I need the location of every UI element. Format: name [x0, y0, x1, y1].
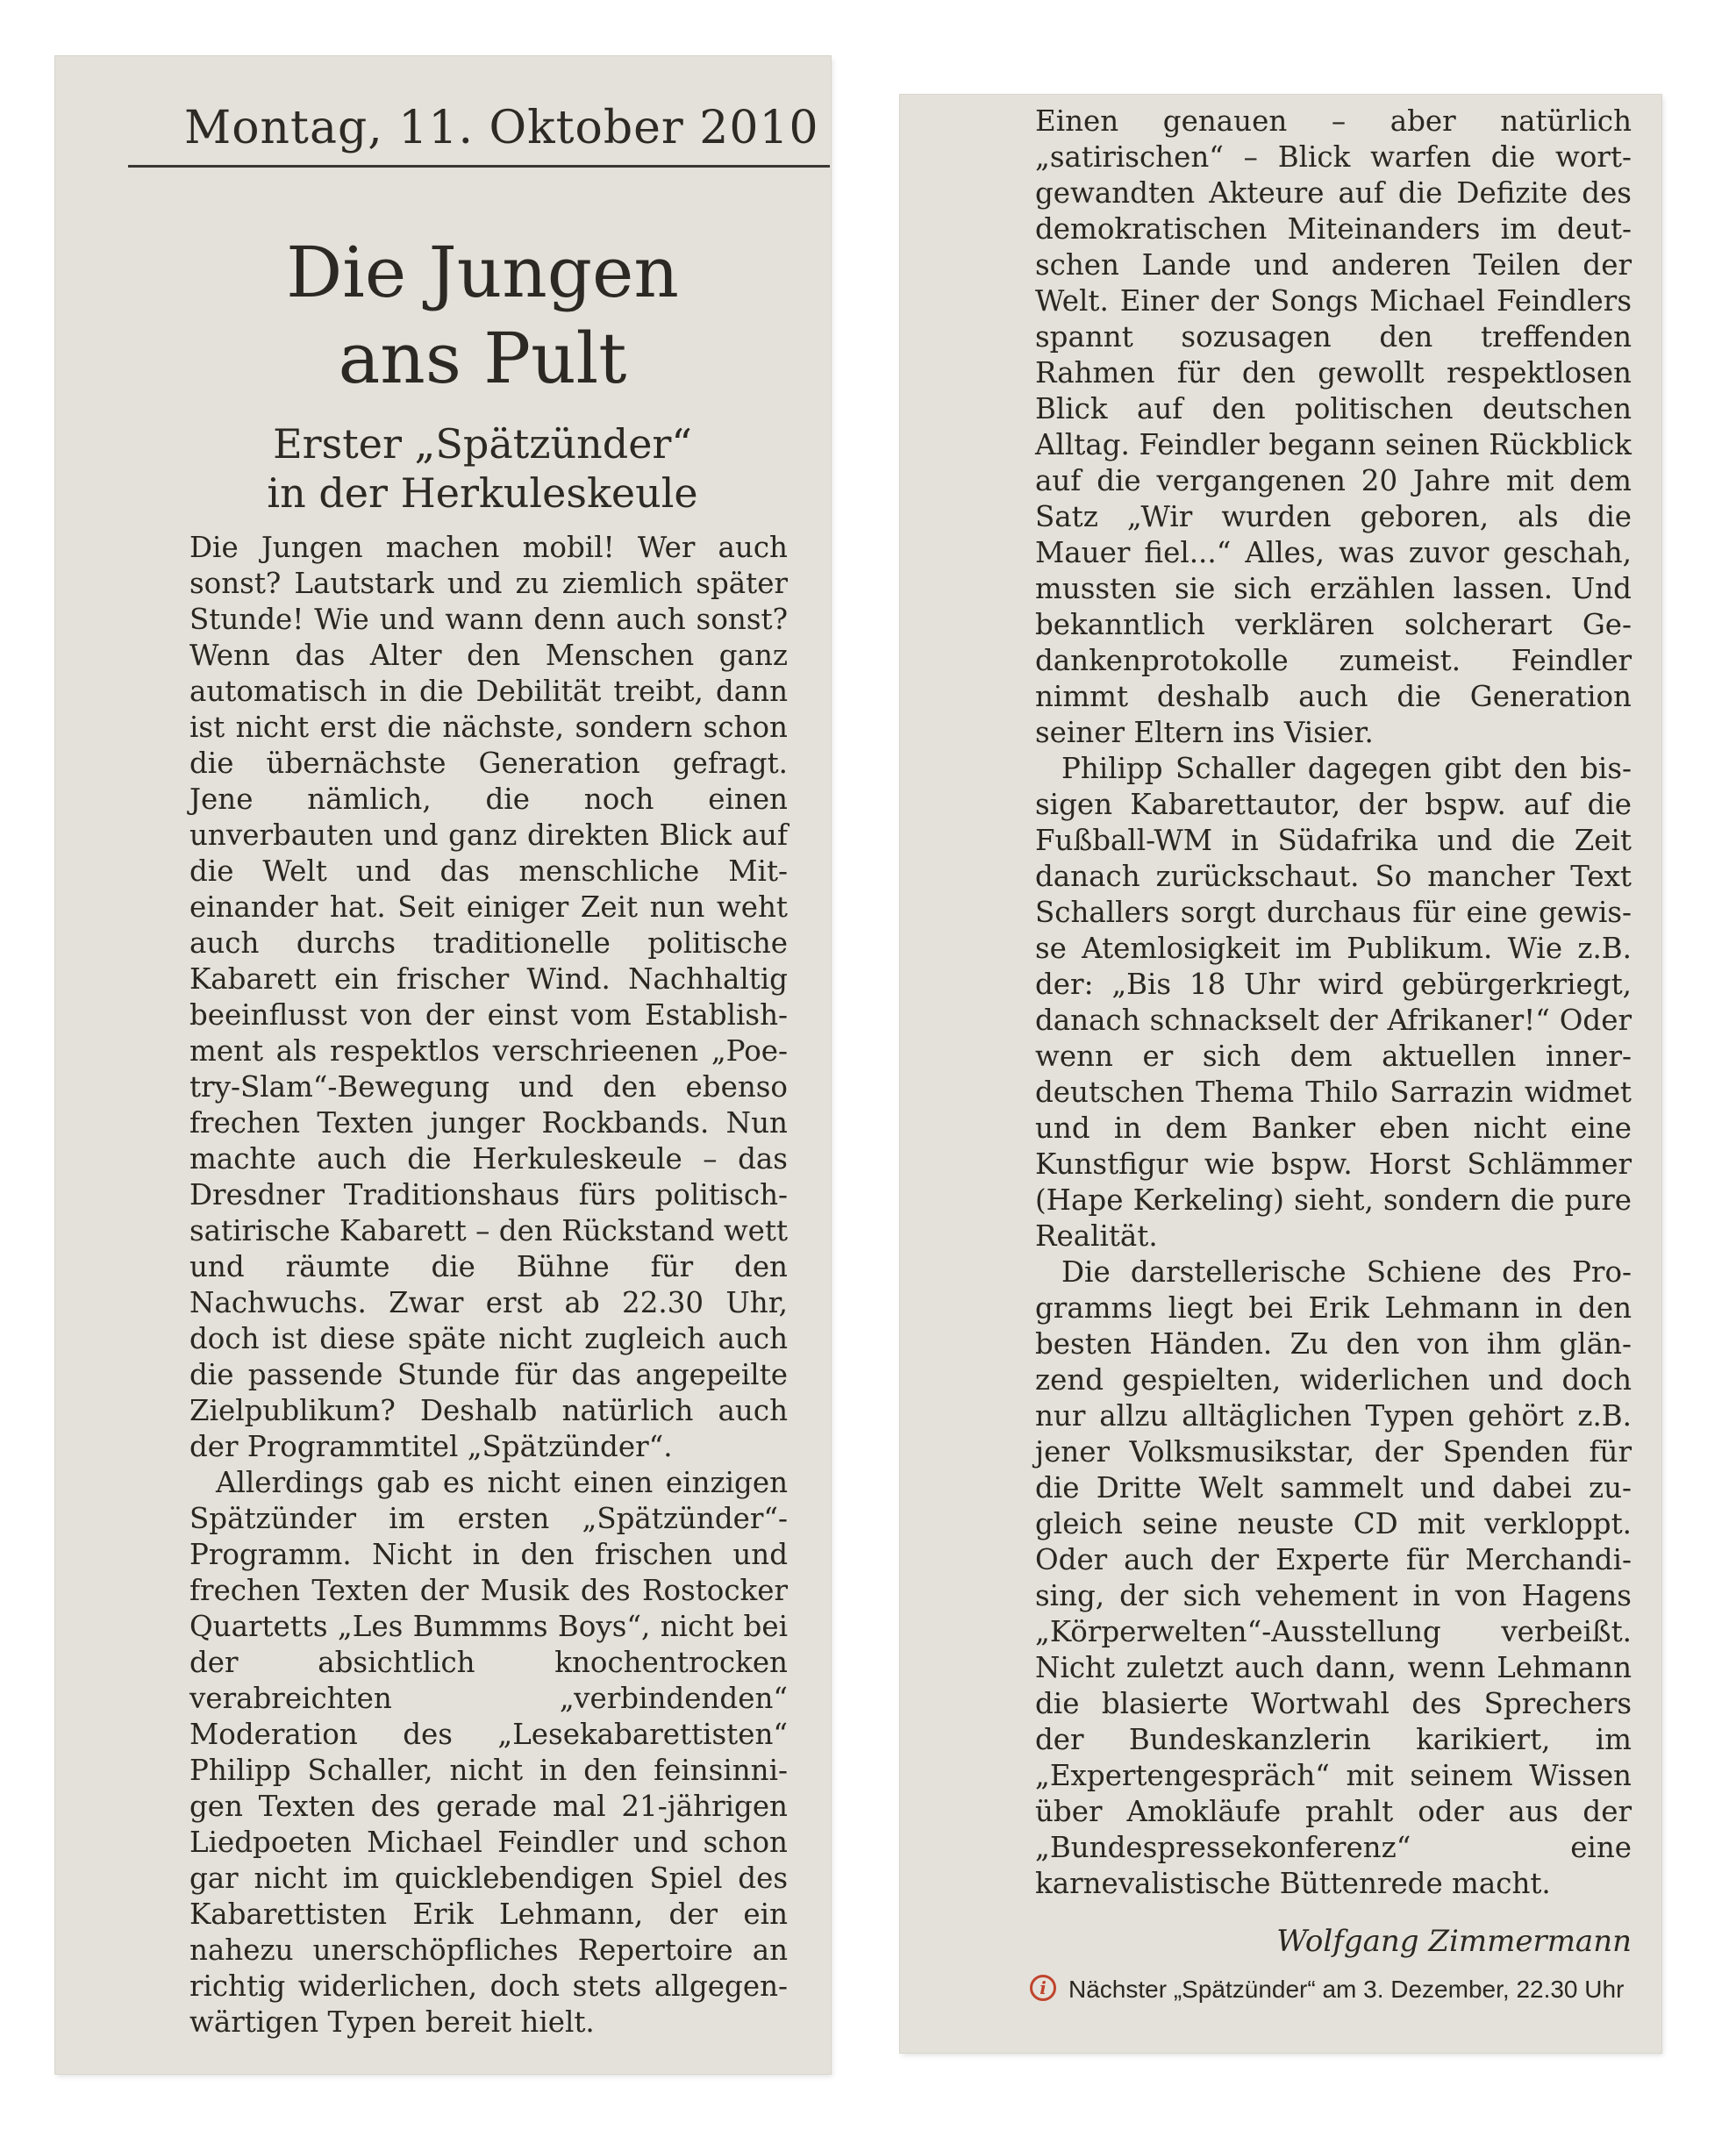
event-notice-text: Nächster „Spätzünder“ am 3. Dezember, 22.30 Uhr — [1068, 1976, 1625, 2003]
subheadline — [140, 419, 825, 518]
author-byline: Wolfgang Zimmermann — [1276, 1924, 1632, 1959]
paragraph: Die Jungen machen mobil! Wer auch sonst? Lautstark und zu ziemlich später Stunde! Wie und wann denn auch sonst? Wenn das Alter den Menschen ganz automatisch in die Debilität treibt, dann ist nicht erst die nächste, sondern schon die übernächste Generation gefragt. Jene nämlich, die noch einen unverbauten und ganz direkten Blick auf die Welt und das menschliche Miteinander hat. Seit einiger Zeit nun weht auch durchs traditionelle politische Kabarett ein frischer Wind. Nachhaltig beeinflusst von der einst vom Establishment als respektlos verschrieenen „Poetry-Slam“-Bewegung und den ebenso frechen Texten junger Rockbands. Nun machte auch die Herkuleskeule – das Dresdner Traditionshaus fürs politischsatirische Kabarett – den Rückstand wett und räumte die Bühne für den Nachwuchs. Zwar erst ab 22.30 Uhr, doch ist diese späte nicht zugleich auch die passende Stunde für das angepeilte Zielpublikum? Deshalb natürlich auch der Programmtitel „Spätzünder“. — [189, 531, 788, 1463]
subheadline-line-2: in der Herkuleskeule — [267, 469, 698, 517]
paragraph: Die darstellerische Schiene des Programms liegt bei Erik Lehmann in den besten Händen. Zu den von ihm glänzend gespielten, widerlichen und doch nur allzu alltäglichen Typen gehört z.B. jener Volksmusikstar, der Spenden für die Dritte Welt sammelt und dabei zugleich seine neuste CD mit verkloppt. Oder auch der Experte für Merchandising, der sich vehement in von Hagens „Körperwelten“-Ausstellung verbeißt. Nicht zuletzt auch dann, wenn Lehmann die blasierte Wortwahl des Sprechers der Bundeskanzlerin karikiert, im „Expertengespräch“ mit seinem Wissen über Amokläufe prahlt oder aus der „Bundespressekonferenz“ eine karnevalistische Büttenrede macht. — [1035, 1255, 1632, 1900]
paragraph: Allerdings gab es nicht einen einzigen Spätzünder im ersten „Spätzünder“-Programm. Nicht in den frischen und frechen Texten der Musik des Rostocker Quartetts „Les Bummms Boys“, nicht bei der absichtlich knochentrocken verabreichten „verbindenden“ Moderation des „Lesekabarettisten“ Philipp Schaller, nicht in den feinsinnigen Texten des gerade mal 21-jährigen Liedpoeten Michael Feindler und schon gar nicht im quicklebendigen Spiel des Kabarettisten Erik Lehmann, der ein nahezu unerschöpfliches Repertoire an richtig widerlichen, doch stets allgegenwärtigen Typen bereit hielt. — [189, 1466, 788, 2039]
paragraph: Philipp Schaller dagegen gibt den bissigen Kabarettautor, der bspw. auf die Fußball-WM in Südafrika und die Zeit danach zurückschaut. So mancher Text Schallers sorgt durchaus für eine gewisse Atemlosigkeit im Publikum. Wie z.B. der: „Bis 18 Uhr wird gebürgerkriegt, danach schnackselt der Afrikaner!“ Oder wenn er sich dem aktuellen innerdeutschen Thema Thilo Sarrazin widmet und in dem Banker eben nicht eine Kunstfigur wie bspw. Horst Schlämmer (Hape Kerkeling) sieht, sondern die pure Realität. — [1035, 752, 1632, 1253]
article-column-left — [189, 530, 788, 2041]
article-date: Montag, 11. Oktober 2010 — [184, 102, 819, 154]
paragraph: Einen genauen – aber natürlich „satirischen“ – Blick warfen die wortgewandten Akteure auf die Defizite des demokratischen Miteinanders im deutschen Lande und anderen Teilen der Welt. Einer der Songs Michael Feindlers spannt sozusagen den treffenden Rahmen für den gewollt respektlosen Blick auf den politischen deutschen Alltag. Feindler begann seinen Rückblick auf die vergangenen 20 Jahre mit dem Satz „Wir wurden geboren, als die Mauer fiel...“ Alles, was zuvor geschah, mussten sie sich erzählen lassen. Und bekanntlich verklären solcherart Gedankenprotokolle zumeist. Feindler nimmt deshalb auch die Generation seiner Eltern ins Visier. — [1035, 104, 1632, 749]
article-column-right — [1035, 104, 1632, 1902]
info-i-icon: i — [1030, 1975, 1056, 2001]
subheadline-line-1: Erster „Spätzünder“ — [273, 420, 692, 468]
headline — [140, 230, 825, 402]
dateline — [128, 95, 830, 168]
headline-line-1: Die Jungen — [286, 232, 679, 313]
headline-line-2: ans Pult — [338, 318, 627, 399]
